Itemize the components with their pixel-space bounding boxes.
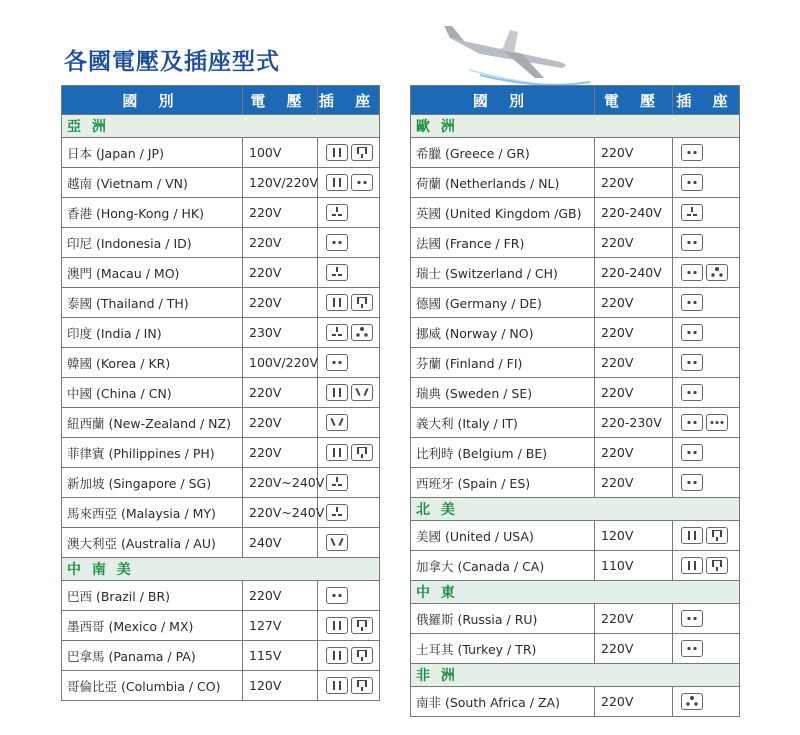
table-row bbox=[62, 641, 380, 671]
table-row bbox=[62, 288, 380, 318]
plug-cell bbox=[318, 138, 380, 168]
table-row bbox=[62, 671, 380, 701]
two-flat-pins-ground-socket-icon bbox=[351, 444, 373, 461]
two-round-pins-socket-icon bbox=[681, 324, 703, 341]
two-flat-pins-socket-icon bbox=[326, 677, 348, 694]
angled-pins-socket-icon bbox=[326, 534, 348, 551]
region-label: 歐 洲 bbox=[411, 115, 740, 138]
three-rect-pins-socket-icon bbox=[326, 474, 348, 491]
plug-cell bbox=[673, 348, 740, 378]
voltage-value: 220-240V bbox=[595, 198, 673, 228]
country-name: 巴拿馬 (Panama / PA) bbox=[62, 641, 243, 671]
voltage-value: 220V bbox=[595, 228, 673, 258]
left-voltage-table bbox=[61, 85, 380, 701]
country-name: 墨西哥 (Mexico / MX) bbox=[62, 611, 243, 641]
region-label: 北 美 bbox=[411, 498, 740, 521]
two-round-pins-socket-icon bbox=[681, 384, 703, 401]
table-row bbox=[411, 288, 740, 318]
plug-cell bbox=[673, 378, 740, 408]
country-name: 土耳其 (Turkey / TR) bbox=[411, 634, 595, 664]
voltage-value: 220V bbox=[243, 258, 318, 288]
table-row bbox=[411, 438, 740, 468]
voltage-value: 220V bbox=[595, 468, 673, 498]
plug-cell bbox=[673, 521, 740, 551]
country-name: 挪威 (Norway / NO) bbox=[411, 318, 595, 348]
table-row bbox=[411, 521, 740, 551]
region-row bbox=[411, 115, 740, 138]
header-voltage: 電 壓 bbox=[595, 86, 673, 115]
three-rect-pins-socket-icon bbox=[326, 324, 348, 341]
plug-cell bbox=[318, 288, 380, 318]
table-row bbox=[62, 348, 380, 378]
plug-cell bbox=[673, 604, 740, 634]
plug-cell bbox=[673, 198, 740, 228]
table-row bbox=[411, 408, 740, 438]
plug-cell bbox=[673, 228, 740, 258]
two-flat-pins-ground-socket-icon bbox=[351, 677, 373, 694]
two-flat-pins-ground-socket-icon bbox=[351, 647, 373, 664]
plug-cell bbox=[673, 168, 740, 198]
region-row bbox=[411, 498, 740, 521]
two-flat-pins-socket-icon bbox=[326, 174, 348, 191]
country-name: 越南 (Vietnam / VN) bbox=[62, 168, 243, 198]
voltage-value: 115V bbox=[243, 641, 318, 671]
two-round-pins-socket-icon bbox=[326, 234, 348, 251]
table-row bbox=[411, 687, 740, 717]
two-round-pins-socket-icon bbox=[681, 610, 703, 627]
table-row bbox=[411, 258, 740, 288]
table-row bbox=[411, 198, 740, 228]
country-name: 西班牙 (Spain / ES) bbox=[411, 468, 595, 498]
region-row bbox=[411, 664, 740, 687]
three-rect-pins-socket-icon bbox=[326, 204, 348, 221]
two-round-pins-socket-icon bbox=[326, 587, 348, 604]
three-rect-pins-socket-icon bbox=[326, 264, 348, 281]
country-name: 澳大利亞 (Australia / AU) bbox=[62, 528, 243, 558]
country-name: 中國 (China / CN) bbox=[62, 378, 243, 408]
table-row bbox=[62, 498, 380, 528]
plug-cell bbox=[318, 378, 380, 408]
country-name: 印尼 (Indonesia / ID) bbox=[62, 228, 243, 258]
two-flat-pins-socket-icon bbox=[326, 384, 348, 401]
plug-cell bbox=[673, 288, 740, 318]
angled-pins-socket-icon bbox=[326, 414, 348, 431]
plug-cell bbox=[318, 498, 380, 528]
voltage-value: 220V bbox=[243, 228, 318, 258]
voltage-value: 220V bbox=[243, 288, 318, 318]
voltage-value: 100V bbox=[243, 138, 318, 168]
table-row bbox=[411, 138, 740, 168]
two-flat-pins-ground-socket-icon bbox=[706, 527, 728, 544]
header-plug: 插 座 bbox=[318, 86, 380, 115]
voltage-value: 230V bbox=[243, 318, 318, 348]
three-round-pins-inline-socket-icon bbox=[706, 414, 728, 431]
plug-cell bbox=[318, 258, 380, 288]
country-name: 日本 (Japan / JP) bbox=[62, 138, 243, 168]
voltage-value: 220V bbox=[595, 604, 673, 634]
two-flat-pins-ground-socket-icon bbox=[351, 617, 373, 634]
page-title: 各國電壓及插座型式 bbox=[64, 49, 280, 75]
voltage-value: 220V bbox=[595, 138, 673, 168]
two-round-pins-socket-icon bbox=[681, 444, 703, 461]
country-name: 泰國 (Thailand / TH) bbox=[62, 288, 243, 318]
country-name: 加拿大 (Canada / CA) bbox=[411, 551, 595, 581]
table-row bbox=[62, 408, 380, 438]
country-name: 德國 (Germany / DE) bbox=[411, 288, 595, 318]
table-row bbox=[62, 138, 380, 168]
voltage-value: 120V bbox=[595, 521, 673, 551]
header-plug: 插 座 bbox=[673, 86, 740, 115]
two-flat-pins-socket-icon bbox=[326, 617, 348, 634]
country-name: 瑞士 (Switzerland / CH) bbox=[411, 258, 595, 288]
two-flat-pins-ground-socket-icon bbox=[351, 294, 373, 311]
plug-cell bbox=[318, 581, 380, 611]
plug-cell bbox=[673, 408, 740, 438]
two-round-pins-socket-icon bbox=[681, 474, 703, 491]
voltage-value: 220V bbox=[595, 288, 673, 318]
voltage-value: 100V/220V bbox=[243, 348, 318, 378]
region-label: 中 南 美 bbox=[62, 558, 380, 581]
plug-cell bbox=[673, 687, 740, 717]
voltage-value: 120V/220V bbox=[243, 168, 318, 198]
region-row bbox=[62, 558, 380, 581]
plug-cell bbox=[318, 438, 380, 468]
three-rect-pins-socket-icon bbox=[326, 504, 348, 521]
voltage-value: 220V bbox=[595, 438, 673, 468]
table-row bbox=[411, 228, 740, 258]
table-row bbox=[62, 378, 380, 408]
voltage-value: 220V bbox=[595, 318, 673, 348]
two-round-pins-socket-icon bbox=[326, 354, 348, 371]
region-row bbox=[411, 581, 740, 604]
two-flat-pins-ground-socket-icon bbox=[351, 144, 373, 161]
two-round-pins-socket-icon bbox=[681, 640, 703, 657]
voltage-value: 110V bbox=[595, 551, 673, 581]
plug-cell bbox=[673, 468, 740, 498]
header-country: 國 別 bbox=[62, 86, 243, 115]
voltage-value: 220-230V bbox=[595, 408, 673, 438]
table-row bbox=[62, 168, 380, 198]
voltage-value: 220V bbox=[595, 168, 673, 198]
three-round-pins-triangle-socket-icon bbox=[706, 264, 728, 281]
two-round-pins-socket-icon bbox=[681, 264, 703, 281]
country-name: 韓國 (Korea / KR) bbox=[62, 348, 243, 378]
table-row bbox=[411, 318, 740, 348]
voltage-value: 220V~240V bbox=[243, 498, 318, 528]
plug-cell bbox=[673, 551, 740, 581]
voltage-value: 220V bbox=[595, 348, 673, 378]
country-name: 希臘 (Greece / GR) bbox=[411, 138, 595, 168]
table-row bbox=[62, 438, 380, 468]
voltage-value: 220V bbox=[595, 634, 673, 664]
plug-cell bbox=[318, 611, 380, 641]
three-rect-pins-socket-icon bbox=[681, 204, 703, 221]
table-row bbox=[62, 611, 380, 641]
country-name: 俄羅斯 (Russia / RU) bbox=[411, 604, 595, 634]
country-name: 澳門 (Macau / MO) bbox=[62, 258, 243, 288]
table-row bbox=[62, 528, 380, 558]
plug-cell bbox=[318, 641, 380, 671]
country-name: 新加坡 (Singapore / SG) bbox=[62, 468, 243, 498]
country-name: 芬蘭 (Finland / FI) bbox=[411, 348, 595, 378]
plug-cell bbox=[318, 198, 380, 228]
two-flat-pins-ground-socket-icon bbox=[706, 557, 728, 574]
country-name: 瑞典 (Sweden / SE) bbox=[411, 378, 595, 408]
voltage-value: 220V bbox=[243, 581, 318, 611]
plug-cell bbox=[673, 318, 740, 348]
two-round-pins-socket-icon bbox=[681, 294, 703, 311]
voltage-value: 220V bbox=[243, 438, 318, 468]
two-flat-pins-socket-icon bbox=[326, 444, 348, 461]
voltage-value: 240V bbox=[243, 528, 318, 558]
table-row bbox=[411, 168, 740, 198]
three-round-pins-triangle-socket-icon bbox=[351, 324, 373, 341]
two-round-pins-socket-icon bbox=[681, 174, 703, 191]
country-name: 菲律賓 (Philippines / PH) bbox=[62, 438, 243, 468]
region-label: 非 洲 bbox=[411, 664, 740, 687]
two-flat-pins-socket-icon bbox=[326, 144, 348, 161]
voltage-value: 220V bbox=[243, 378, 318, 408]
plug-cell bbox=[318, 318, 380, 348]
country-name: 印度 (India / IN) bbox=[62, 318, 243, 348]
two-round-pins-socket-icon bbox=[681, 354, 703, 371]
plug-cell bbox=[673, 258, 740, 288]
plug-cell bbox=[318, 528, 380, 558]
plug-cell bbox=[318, 468, 380, 498]
header-country: 國 別 bbox=[411, 86, 595, 115]
table-row bbox=[411, 468, 740, 498]
header-voltage: 電 壓 bbox=[243, 86, 318, 115]
two-round-pins-socket-icon bbox=[351, 174, 373, 191]
two-flat-pins-socket-icon bbox=[326, 294, 348, 311]
country-name: 紐西蘭 (New-Zealand / NZ) bbox=[62, 408, 243, 438]
table-row bbox=[411, 634, 740, 664]
two-round-pins-socket-icon bbox=[681, 414, 703, 431]
country-name: 哥倫比亞 (Columbia / CO) bbox=[62, 671, 243, 701]
voltage-value: 220-240V bbox=[595, 258, 673, 288]
plug-cell bbox=[318, 671, 380, 701]
two-flat-pins-socket-icon bbox=[681, 527, 703, 544]
table-row bbox=[62, 318, 380, 348]
voltage-value: 127V bbox=[243, 611, 318, 641]
country-name: 荷蘭 (Netherlands / NL) bbox=[411, 168, 595, 198]
plug-cell bbox=[318, 348, 380, 378]
table-row bbox=[411, 378, 740, 408]
country-name: 香港 (Hong-Kong / HK) bbox=[62, 198, 243, 228]
country-name: 義大利 (Italy / IT) bbox=[411, 408, 595, 438]
country-name: 巴西 (Brazil / BR) bbox=[62, 581, 243, 611]
country-name: 南非 (South Africa / ZA) bbox=[411, 687, 595, 717]
right-voltage-table bbox=[410, 85, 740, 717]
plug-cell bbox=[673, 634, 740, 664]
table-row bbox=[62, 228, 380, 258]
table-row bbox=[411, 551, 740, 581]
region-label: 亞 洲 bbox=[62, 115, 380, 138]
voltage-value: 220V bbox=[243, 408, 318, 438]
two-flat-pins-socket-icon bbox=[681, 557, 703, 574]
voltage-value: 120V bbox=[243, 671, 318, 701]
plug-cell bbox=[318, 228, 380, 258]
country-name: 法國 (France / FR) bbox=[411, 228, 595, 258]
table-row bbox=[62, 258, 380, 288]
table-row bbox=[62, 198, 380, 228]
plug-cell bbox=[673, 138, 740, 168]
airplane-illustration bbox=[440, 20, 600, 90]
country-name: 馬來西亞 (Malaysia / MY) bbox=[62, 498, 243, 528]
region-row bbox=[62, 115, 380, 138]
two-round-pins-socket-icon bbox=[681, 234, 703, 251]
angled-pins-socket-icon bbox=[351, 384, 373, 401]
country-name: 美國 (United / USA) bbox=[411, 521, 595, 551]
region-label: 中 東 bbox=[411, 581, 740, 604]
table-row bbox=[411, 348, 740, 378]
country-name: 比利時 (Belgium / BE) bbox=[411, 438, 595, 468]
three-round-pins-triangle-socket-icon bbox=[681, 693, 703, 710]
table-row bbox=[411, 604, 740, 634]
plug-cell bbox=[673, 438, 740, 468]
voltage-value: 220V bbox=[595, 378, 673, 408]
two-round-pins-socket-icon bbox=[681, 144, 703, 161]
two-flat-pins-socket-icon bbox=[326, 647, 348, 664]
voltage-value: 220V bbox=[243, 198, 318, 228]
voltage-value: 220V bbox=[595, 687, 673, 717]
voltage-value: 220V~240V bbox=[243, 468, 318, 498]
country-name: 英國 (United Kingdom /GB) bbox=[411, 198, 595, 228]
plug-cell bbox=[318, 168, 380, 198]
table-row bbox=[62, 581, 380, 611]
table-row bbox=[62, 468, 380, 498]
plug-cell bbox=[318, 408, 380, 438]
